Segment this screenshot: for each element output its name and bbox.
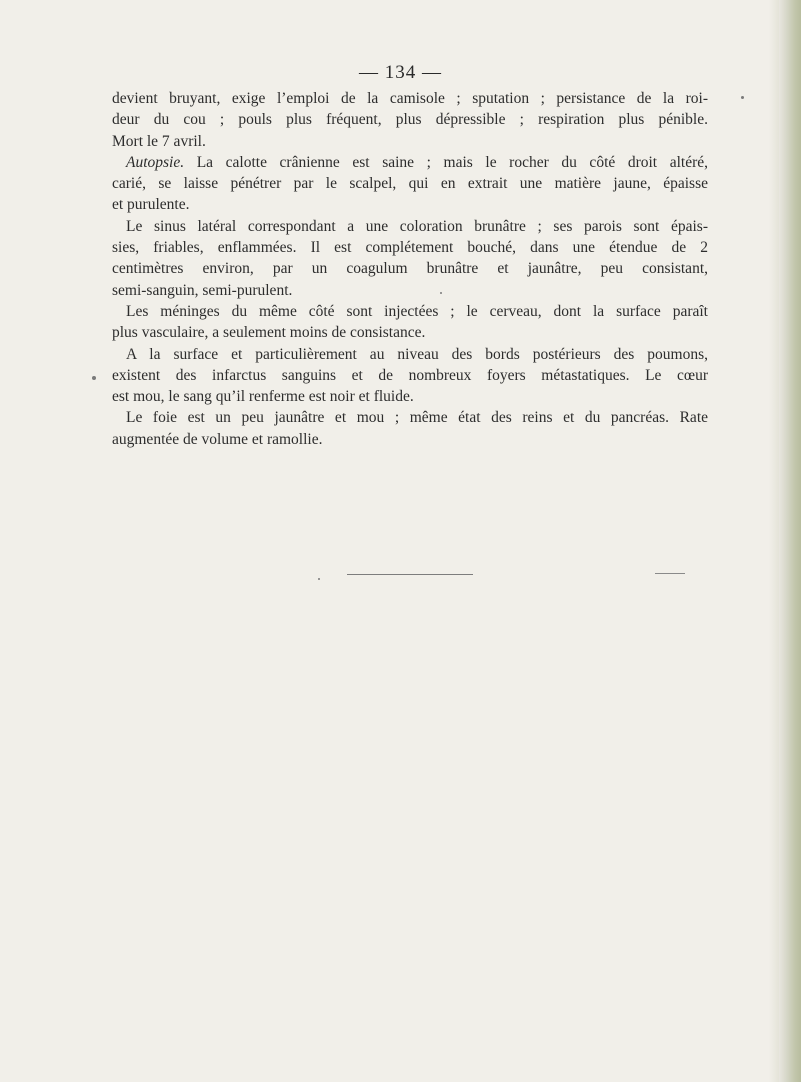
text-line: centimètres environ, par un coagulum brunâtre et jaunâtre, peu consistant, [112,260,708,278]
ink-speck [92,376,96,380]
text-line: semi-sanguin, semi-purulent. [112,281,293,299]
text-line: existent des infarctus sanguins et de nombreux foyers métastatiques. Le cœur [112,366,708,384]
text-line: est mou, le sang qu’il renferme est noir et fluide. [112,388,414,406]
page-number: — 134 — [359,62,442,83]
ink-speck [318,578,320,580]
text-line: plus vasculaire, a seulement moins de consistance. [112,324,426,342]
text-line: augmentée de volume et ramollie. [112,430,323,448]
text-line [112,152,708,173]
text-line: Mort le 7 avril. [112,132,206,150]
ink-speck [440,292,442,294]
autopsie-label: Autopsie. [126,153,185,171]
text-line: Le foie est un peu jaunâtre et mou ; même état des reins et du pancréas. Rate [126,409,708,427]
text-line: Les méninges du même côté sont injectées ; le cerveau, dont la surface paraît [126,302,708,320]
text-line: deur du cou ; pouls plus fréquent, plus dépressible ; respiration plus pénible. [112,111,708,129]
separator-rule [347,574,473,575]
text-line: Le sinus latéral correspondant a une coloration brunâtre ; ses parois sont épais- [126,217,708,235]
separator-mark [655,573,685,574]
body-text [112,88,708,450]
text-run: La calotte crânienne est saine ; mais le rocher du côté droit altéré, [184,153,708,171]
text-line: sies, friables, enflammées. Il est complétement bouché, dans une étendue de 2 [112,239,708,257]
page-edge [779,0,801,1082]
text-line: devient bruyant, exige l’emploi de la camisole ; sputation ; persistance de la roi- [112,90,708,107]
text-line: A la surface et particulièrement au niveau des bords postérieurs des poumons, [126,345,708,363]
text-line: carié, se laisse pénétrer par le scalpel, qui en extrait une matière jaune, épaisse [112,175,708,193]
text-line: et purulente. [112,196,190,214]
ink-speck [741,96,744,99]
